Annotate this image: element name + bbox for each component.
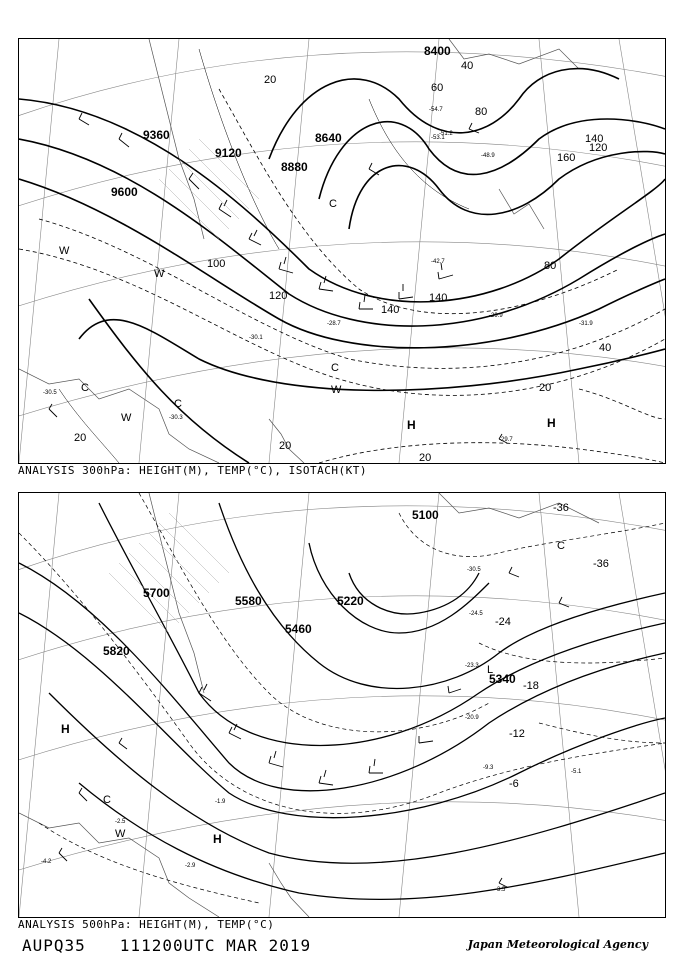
temp-label: -36 [553, 502, 569, 514]
height-label: 9120 [215, 146, 242, 160]
temp-label: -1.9 [215, 799, 226, 805]
analysis-300hpa-chart [18, 38, 666, 464]
cold-center: C [331, 362, 339, 374]
isotach-label: 100 [207, 258, 226, 270]
temp-label: -51.2 [439, 131, 453, 137]
temp-label: -5.1 [571, 769, 582, 775]
temp-label: -30.5 [467, 567, 481, 573]
temp-label: -48.9 [481, 153, 495, 159]
isotach-label: 60 [431, 82, 444, 94]
warm-center: W [59, 245, 70, 257]
agency-name: Japan Meteorological Agency [467, 938, 648, 951]
warm-center: W [154, 268, 165, 280]
height-label: 5700 [143, 586, 170, 600]
temp-label: -30.5 [43, 390, 57, 396]
temp-label: -31.9 [579, 321, 593, 327]
isotach-label: 160 [557, 152, 576, 164]
height-label: 5340 [489, 672, 516, 686]
analysis-500hpa-chart [18, 492, 666, 918]
temp-label: -20.9 [465, 715, 479, 721]
height-label: 5580 [235, 594, 262, 608]
temp-label: -28.7 [327, 321, 341, 327]
isotach-label: 20 [279, 440, 292, 452]
temp-label: -53.1 [431, 135, 445, 141]
chart-300-svg [19, 39, 665, 463]
high-center: H [213, 832, 222, 846]
cold-center: C [81, 382, 89, 394]
height-label: 9360 [143, 128, 170, 142]
height-label: 8880 [281, 160, 308, 174]
height-label: 5460 [285, 622, 312, 636]
temp-label: -30.1 [249, 335, 263, 341]
low-center: L [487, 664, 494, 676]
height-label: 5220 [337, 594, 364, 608]
isotach-label: 40 [461, 60, 474, 72]
high-center: H [407, 418, 416, 432]
isotach-label: 140 [585, 133, 604, 145]
height-label: 8640 [315, 131, 342, 145]
isotach-label: 140 [381, 304, 400, 316]
coastline-300 [19, 39, 579, 463]
cold-center: C [329, 198, 337, 210]
chart-300-caption: ANALYSIS 300hPa: HEIGHT(M), TEMP(°C), ISOTACH(KT) [18, 464, 368, 477]
isotach-label: 40 [599, 342, 612, 354]
temp-label: -29.9 [489, 313, 503, 319]
temp-label: -36 [593, 558, 609, 570]
isotherms-300 [59, 49, 469, 463]
temp-label: -2.9 [185, 863, 196, 869]
cold-center: C [103, 794, 111, 806]
isotach-label: 80 [544, 260, 557, 272]
warm-center: W [331, 384, 342, 396]
isotach-label: 20 [74, 432, 87, 444]
height-contours-300 [19, 69, 665, 463]
graticule-500 [19, 493, 665, 917]
wind-barbs-300 [49, 113, 507, 443]
isotach-label: 20 [264, 74, 277, 86]
temp-label: -42.7 [431, 259, 445, 265]
warm-center: W [121, 412, 132, 424]
temp-label: -24.5 [469, 611, 483, 617]
temp-label: -4.2 [41, 859, 52, 865]
temp-label: -24 [495, 616, 511, 628]
chart-timestamp: 111200UTC MAR 2019 [119, 936, 312, 955]
temp-label: -3.5 [495, 887, 506, 893]
isotach-label: 120 [589, 142, 608, 154]
warm-center: W [115, 828, 126, 840]
temp-label: -18 [523, 680, 539, 692]
isotach-label: 20 [539, 382, 552, 394]
temp-label: -30.3 [169, 415, 183, 421]
temp-label: -29.7 [499, 437, 513, 443]
height-label: 5820 [103, 644, 130, 658]
isotach-label: 20 [419, 452, 432, 463]
temp-label: -12 [509, 728, 525, 740]
temp-label: -54.7 [429, 107, 443, 113]
temp-label: -6 [509, 778, 519, 790]
shaded-region-500 [109, 513, 229, 633]
isotach-label: 80 [475, 106, 488, 118]
chart-500-caption: ANALYSIS 500hPa: HEIGHT(M), TEMP(°C) [18, 918, 275, 931]
chart-id: AUPQ35 [22, 936, 86, 955]
chart-footer [22, 936, 311, 955]
high-center: H [547, 416, 556, 430]
temp-label: -9.3 [483, 765, 494, 771]
height-label: 8400 [424, 44, 451, 58]
height-label: 5100 [412, 508, 439, 522]
wind-barbs-500 [59, 567, 569, 887]
shaded-region-300 [159, 139, 259, 239]
cold-center: C [557, 540, 565, 552]
temp-label: -23.3 [465, 663, 479, 669]
temp-label: -2.5 [115, 819, 126, 825]
height-label: 9600 [111, 185, 138, 199]
isotachs-300 [19, 89, 665, 463]
isotach-label: 120 [269, 290, 288, 302]
coastline-500 [19, 493, 599, 917]
chart-500-svg [19, 493, 665, 917]
cold-center: C [174, 398, 182, 410]
isotach-label: 140 [429, 292, 448, 304]
high-center: H [61, 722, 70, 736]
